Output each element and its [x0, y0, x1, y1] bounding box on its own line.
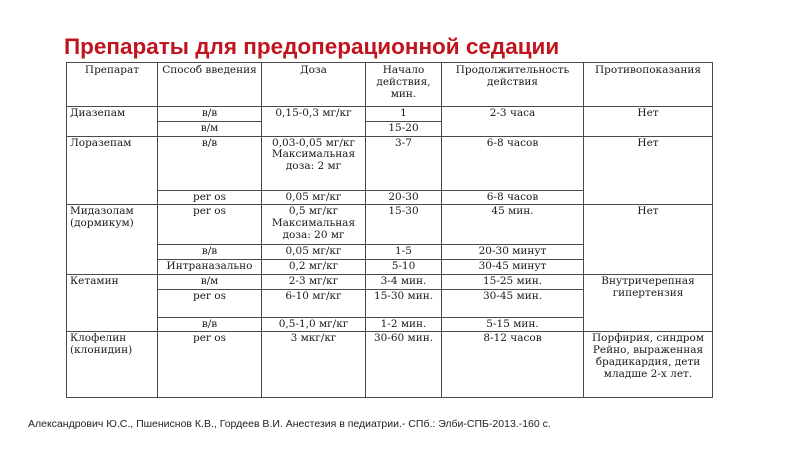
- table-row: [67, 332, 713, 398]
- dose-cell: 0,5 мг/кг Максимальная доза: 20 мг: [262, 205, 366, 245]
- dose-cell: 0,5-1,0 мг/кг: [262, 317, 366, 332]
- table-header-row: [67, 63, 713, 107]
- dose-cell: 3 мкг/кг: [262, 332, 366, 398]
- drug-name-ketamine: Кетамин: [67, 274, 158, 332]
- header-duration: Продолжительность действия: [442, 63, 584, 107]
- sedation-table-container: [66, 62, 712, 398]
- onset-cell: 3-4 мин.: [366, 274, 442, 289]
- duration-cell: 30-45 мин.: [442, 289, 584, 317]
- dose-cell: 6-10 мг/кг: [262, 289, 366, 317]
- duration-cell: 2-3 часа: [442, 107, 584, 137]
- header-contraindications: Противопоказания: [584, 63, 713, 107]
- header-drug: Препарат: [67, 63, 158, 107]
- drug-name-clonidine: Клофелин (клонидин): [67, 332, 158, 398]
- onset-cell: 3-7: [366, 136, 442, 190]
- contraindication-cell: Нет: [584, 205, 713, 275]
- duration-cell: 6-8 часов: [442, 190, 584, 205]
- route-cell: Интраназально: [158, 260, 262, 275]
- table-row: [67, 107, 713, 122]
- dose-cell: 0,15-0,3 мг/кг: [262, 107, 366, 137]
- contraindication-cell: Нет: [584, 107, 713, 137]
- sedation-drugs-table: [66, 62, 713, 398]
- contraindication-cell: Нет: [584, 136, 713, 205]
- drug-name-midazolam: Мидазолам (дормикум): [67, 205, 158, 275]
- header-route: Способ введения: [158, 63, 262, 107]
- onset-cell: 1: [366, 107, 442, 122]
- contraindication-cell: Порфирия, синдром Рейно, выраженная брадикардия, дети младше 2-х лет.: [584, 332, 713, 398]
- route-cell: per os: [158, 289, 262, 317]
- route-cell: в/в: [158, 136, 262, 190]
- contraindication-cell: Внутричерепная гипертензия: [584, 274, 713, 332]
- dose-cell: 0,2 мг/кг: [262, 260, 366, 275]
- duration-cell: 30-45 минут: [442, 260, 584, 275]
- duration-cell: 6-8 часов: [442, 136, 584, 190]
- onset-cell: 15-30: [366, 205, 442, 245]
- source-citation: Александрович Ю.С., Пшениснов К.В., Гордеев В.И. Анестезия в педиатрии.- СПб.: Элби-СПБ-2013.-160 с.: [28, 418, 551, 430]
- onset-cell: 30-60 мин.: [366, 332, 442, 398]
- dose-cell: 0,03-0,05 мг/кг Максимальная доза: 2 мг: [262, 136, 366, 190]
- duration-cell: 15-25 мин.: [442, 274, 584, 289]
- drug-name-lorazepam: Лоразепам: [67, 136, 158, 205]
- duration-cell: 5-15 мин.: [442, 317, 584, 332]
- dose-cell: 0,05 мг/кг: [262, 245, 366, 260]
- table-row: [67, 274, 713, 289]
- drug-name-diazepam: Диазепам: [67, 107, 158, 137]
- duration-cell: 45 мин.: [442, 205, 584, 245]
- table-row: [67, 205, 713, 245]
- dose-cell: 0,05 мг/кг: [262, 190, 366, 205]
- table-row: [67, 136, 713, 190]
- route-cell: per os: [158, 205, 262, 245]
- route-cell: в/м: [158, 121, 262, 136]
- duration-cell: 20-30 минут: [442, 245, 584, 260]
- slide-title: Препараты для предоперационной седации: [64, 34, 560, 59]
- header-dose: Доза: [262, 63, 366, 107]
- route-cell: в/м: [158, 274, 262, 289]
- route-cell: в/в: [158, 245, 262, 260]
- onset-cell: 20-30: [366, 190, 442, 205]
- onset-cell: 15-30 мин.: [366, 289, 442, 317]
- duration-cell: 8-12 часов: [442, 332, 584, 398]
- route-cell: per os: [158, 332, 262, 398]
- onset-cell: 1-5: [366, 245, 442, 260]
- route-cell: per os: [158, 190, 262, 205]
- onset-cell: 5-10: [366, 260, 442, 275]
- onset-cell: 15-20: [366, 121, 442, 136]
- route-cell: в/в: [158, 107, 262, 122]
- route-cell: в/в: [158, 317, 262, 332]
- dose-cell: 2-3 мг/кг: [262, 274, 366, 289]
- header-onset: Начало действия, мин.: [366, 63, 442, 107]
- onset-cell: 1-2 мин.: [366, 317, 442, 332]
